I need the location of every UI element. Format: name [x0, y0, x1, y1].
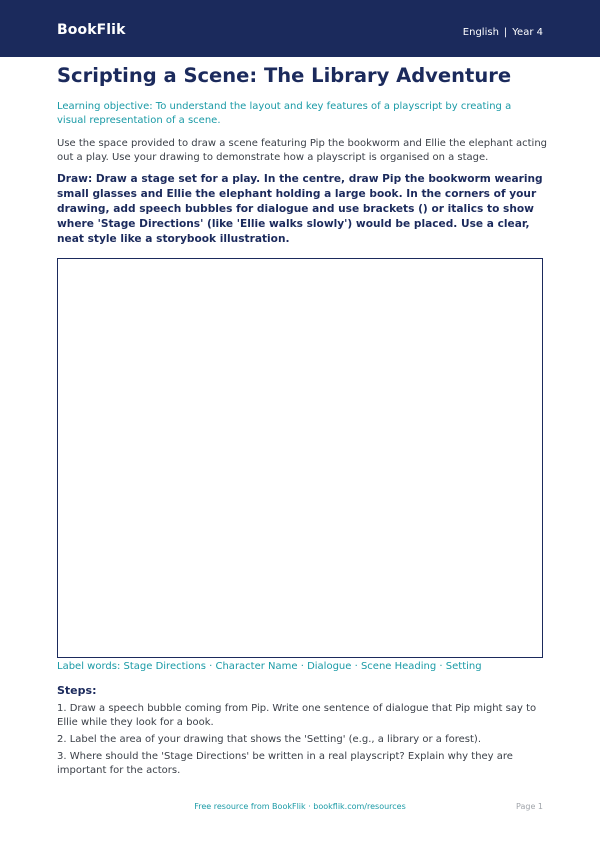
- footer-credit: Free resource from BookFlik · bookflik.com/resources: [194, 802, 406, 811]
- year-label: Year 4: [512, 27, 543, 38]
- step-item: 1. Draw a speech bubble coming from Pip. Write one sentence of dialogue that Pip might say to Ellie while they look for a book.: [57, 703, 537, 728]
- meta-separator: |: [503, 27, 508, 38]
- subject-label: English: [462, 27, 499, 38]
- brand-logo: BookFlik: [57, 22, 126, 38]
- step-item: 2. Label the area of your drawing that shows the 'Setting' (e.g., a library or a forest).: [57, 734, 482, 745]
- learning-objective: Learning objective: To understand the layout and key features of a playscript by creating a visual representation of a scene.: [57, 101, 512, 126]
- steps-heading: Steps:: [57, 684, 97, 697]
- steps-list: [57, 702, 543, 781]
- drawing-area[interactable]: [57, 258, 543, 658]
- subject-year: [463, 27, 543, 38]
- header-bar: [0, 0, 600, 57]
- step-item: 3. Where should the 'Stage Directions' be written in a real playscript? Explain why they are important for the actors.: [57, 751, 513, 776]
- draw-instruction: Draw: Draw a stage set for a play. In the centre, draw Pip the bookworm wearing small glasses and Ellie the elephant holding a large book. In the corners of your drawing, add speech bubbles for dialogue and use brackets () or italics to show where 'Stage Directions' (like 'Ellie walks slowly') would be placed. Use a clear, neat style like a storybook illustration.: [57, 173, 543, 245]
- intro-text: Use the space provided to draw a scene featuring Pip the bookworm and Ellie the elephant acting out a play. Use your drawing to demonstrate how a playscript is organised on a stage.: [57, 138, 547, 163]
- page-number: Page 1: [516, 802, 543, 811]
- label-words: Label words: Stage Directions · Character Name · Dialogue · Scene Heading · Setting: [57, 661, 482, 672]
- page-title: Scripting a Scene: The Library Adventure: [57, 64, 512, 87]
